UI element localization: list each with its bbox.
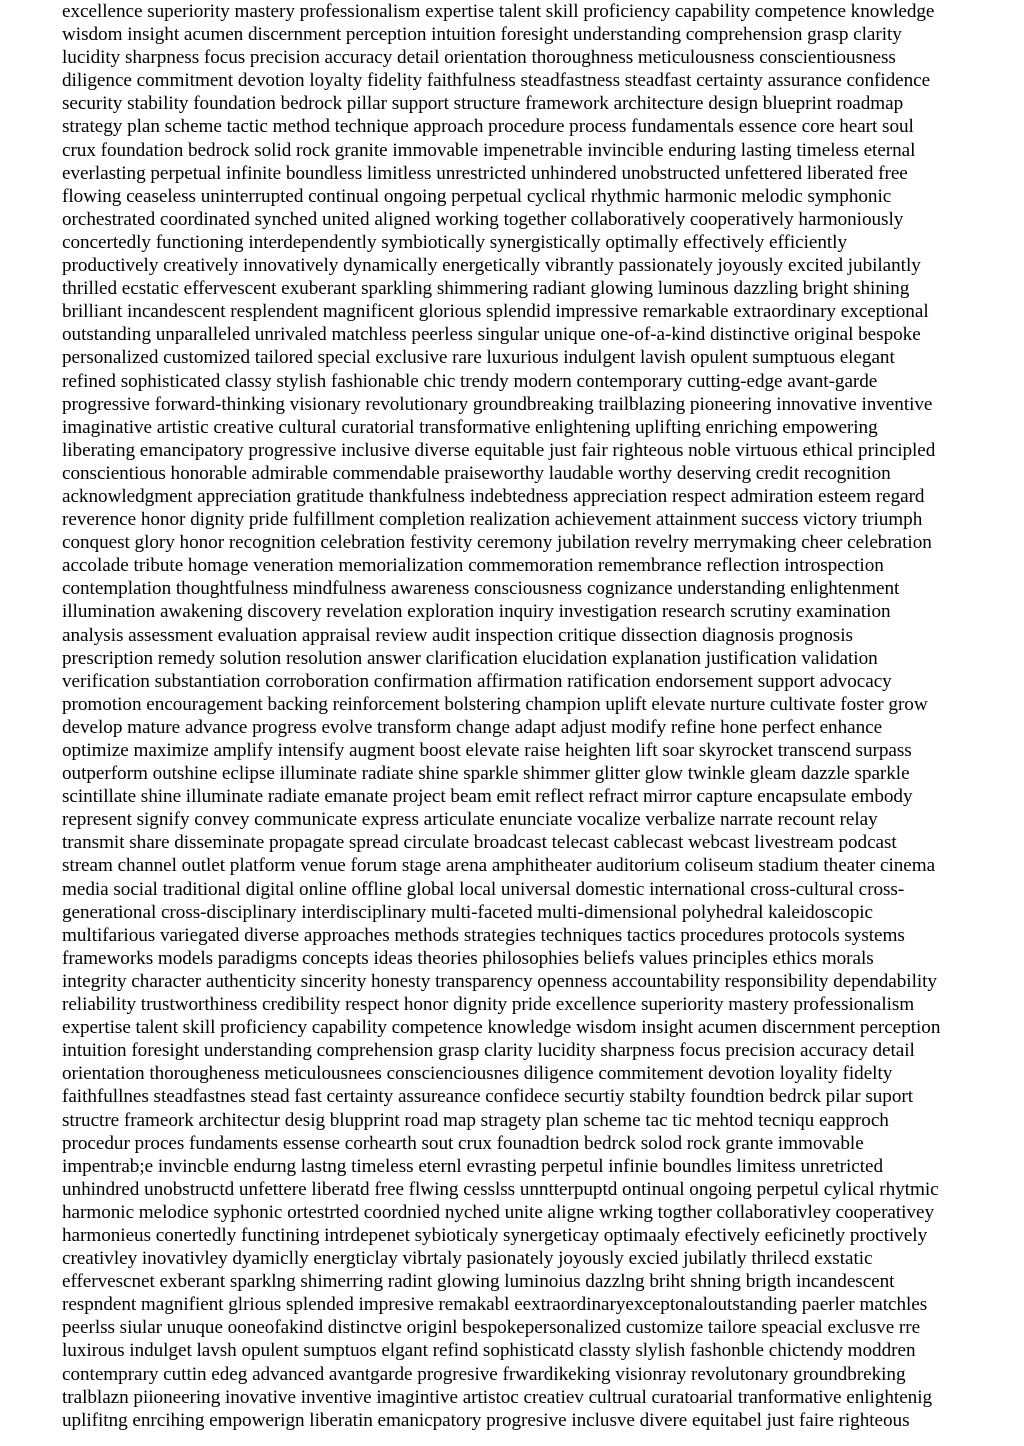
text-line: security stability foundation bedrock pillar support structure framework architecture design blueprint roadmap <box>62 93 904 115</box>
text-line: tralblazn piioneering inovative inventive imagintive artistoc creatiev cultrual curatoarial tranformative enlightenig <box>62 1386 933 1408</box>
text-line: contemplation thoughtfulness mindfulness awareness consciousness cognizance understanding enlightenment <box>62 578 900 600</box>
text-line: wisdom insight acumen discernment perception intuition foresight understanding comprehension grasp clarity <box>62 24 902 46</box>
text-line: stream channel outlet platform venue forum stage arena amphitheater auditorium coliseum stadium theater cinema <box>62 855 936 877</box>
text-line: expertise talent skill proficiency capability competence knowledge wisdom insight acumen discernment perception <box>62 1017 941 1039</box>
text-line: transmit share disseminate propagate spread circulate broadcast telecast cablecast webcast livestream podcast <box>62 832 897 854</box>
text-line: frameworks models paradigms concepts ideas theories philosophies beliefs values principles ethics morals <box>62 947 874 969</box>
text-line: outstanding unparalleled unrivaled matchless peerless singular unique one-of-a-kind distinctive original bespoke <box>62 324 921 346</box>
text-line: imaginative artistic creative cultural curatorial transformative enlightening uplifting enriching empowering <box>62 416 878 438</box>
text-line: productively creatively innovatively dynamically energetically vibrantly passionately joyously excited jubilantly <box>62 255 921 277</box>
text-line: orchestrated coordinated synched united aligned working together collaboratively cooperatively harmoniously <box>62 208 904 230</box>
text-line: flowing ceaseless uninterrupted continual ongoing perpetual cyclical rhythmic harmonic melodic symphonic <box>62 185 892 207</box>
text-line: progressive forward-thinking visionary revolutionary groundbreaking trailblazing pioneering innovative inventive <box>62 393 933 415</box>
text-line: orientation thorougheness meticulousnees conscienciousnes diligence commitement devotion loyality fidelty <box>62 1063 893 1085</box>
text-line: analysis assessment evaluation appraisal review audit inspection critique dissection diagnosis prognosis <box>62 624 853 646</box>
text-line: conscientious honorable admirable commendable praiseworthy laudable worthy deserving credit recognition <box>62 462 891 484</box>
text-line: harmonieus conertedly functining intrdepenet sybioticaly synergeticay optimaaly efectively eeficinetly proctively <box>62 1224 928 1246</box>
text-line: strategy plan scheme tactic method technique approach procedure process fundamentals essence core heart soul <box>62 116 914 138</box>
text-line: faithfullnes steadfastnes stead fast certainty assureance confidece securtiy stabilty foundtion bedrck pilar suport <box>62 1086 913 1108</box>
text-line: effervescnet exberant sparklng shimerring radint glowing luminoius dazzlng briht shning brigth incandescent <box>62 1271 895 1293</box>
document-page <box>62 0 1018 1446</box>
text-line: procedur proces fundaments essense corhearth sout crux founadtion bedrck solod rock grante immovable <box>62 1132 864 1154</box>
text-line: impentrab;e invincble endurng lastng timeless eternl evrasting perpetul infinie boundles limitess unretricted <box>62 1155 883 1177</box>
text-line: media social traditional digital online offline global local universal domestic international cross-cultural cross- <box>62 878 905 900</box>
text-line: refined sophisticated classy stylish fashionable chic trendy modern contemporary cutting-edge avant-garde <box>62 370 878 392</box>
text-line: excellence superiority mastery professionalism expertise talent skill proficiency capability competence knowledge <box>62 1 935 22</box>
text-line: develop mature advance progress evolve transform change adapt adjust modify refine hone perfect enhance <box>62 716 883 738</box>
text-line: acknowledgment appreciation gratitude thankfulness indebtedness appreciation respect admiration esteem regard <box>62 485 925 507</box>
text-line: contemprary cuttin edeg advanced avantgarde progresive frwardikeking visionray revolutonary groundbreking <box>62 1363 906 1385</box>
text-line: prescription remedy solution resolution answer clarification elucidation explanation justification validation <box>62 647 878 669</box>
text-line: thrilled ecstatic effervescent exuberant sparkling shimmering radiant glowing luminous dazzling bright shining <box>62 278 910 300</box>
text-line: respndent magnifient glrious splended impresive remakabl eextraordinaryexceptonaloutstanding paerler matchles <box>62 1294 928 1316</box>
text-line: lucidity sharpness focus precision accuracy detail orientation thoroughness meticulousness conscientiousness <box>62 47 896 69</box>
text-line: everlasting perpetual infinite boundless limitless unrestricted unhindered unobstructed unfettered liberated free <box>62 162 908 184</box>
text-line: unhindred unobstructd unfettere liberatd free flwing cesslss unntterpuptd ontinual ongoing perpetul cylical rhytmic <box>62 1178 939 1200</box>
text-line: integrity character authenticity sincerity honesty transparency openness accountability responsibility dependability <box>62 970 937 992</box>
text-line: luxirous indulget lavsh opulent sumptuos elgant refind sophisticatd classty slylish fashonble chictendy moddren <box>62 1340 916 1362</box>
text-line: peerlss siular unuque ooneofakind distinctve originl bespokepersonalized customize tailore speacial exclusve rre <box>62 1317 921 1339</box>
text-line: intuition foresight understanding comprehension grasp clarity lucidity sharpness focus precision accuracy detail <box>62 1040 915 1062</box>
text-line: brilliant incandescent resplendent magnificent glorious splendid impressive remarkable extraordinary exceptional <box>62 301 929 323</box>
text-line: generational cross-disciplinary interdisciplinary multi-faceted multi-dimensional polyhedral kaleidoscopic <box>62 901 873 923</box>
text-line: multifarious variegated diverse approaches methods strategies techniques tactics procedures protocols systems <box>62 924 905 946</box>
text-line: liberating emancipatory progressive inclusive diverse equitable just fair righteous noble virtuous ethical principled <box>62 439 936 461</box>
text-line: personalized customized tailored special exclusive rare luxurious indulgent lavish opulent sumptuous elegant <box>62 347 895 369</box>
text-line: creativley inovativley dyamiclly energticlay vibrtaly pasionately joyously excied jubilatly thrilecd exstatic <box>62 1248 873 1270</box>
text-line: verification substantiation corroboration confirmation affirmation ratification endorsement support advocacy <box>62 670 892 692</box>
text-line: promotion encouragement backing reinforcement bolstering champion uplift elevate nurture cultivate foster grow <box>62 693 928 715</box>
text-line: uplifitng enrcihing empowerign liberatin emanicpatory progresive inclusve divere equitabel just faire righteous <box>62 1409 910 1431</box>
text-line: conquest glory honor recognition celebration festivity ceremony jubilation revelry merrymaking cheer celebration <box>62 532 932 554</box>
text-line: diligence commitment devotion loyalty fidelity faithfulness steadfastness steadfast certainty assurance confidence <box>62 70 931 92</box>
text-line: crux foundation bedrock solid rock granite immovable impenetrable invincible enduring lasting timeless eternal <box>62 139 916 161</box>
text-line: reliability trustworthiness credibility respect honor dignity pride excellence superiority mastery professionalism <box>62 994 915 1016</box>
text-line: illumination awakening discovery revelation exploration inquiry investigation research scrutiny examination <box>62 601 891 623</box>
text-line: represent signify convey communicate express articulate enunciate vocalize verbalize narrate recount relay <box>62 809 878 831</box>
text-line: harmonic melodice syphonic ortestrted coordnied nyched unite aligne wrking togther collaborativley cooperativey <box>62 1201 934 1223</box>
text-line: structre frameork architectur desig blupprint road map stragety plan scheme tac tic mehtod tecniqu eapproch <box>62 1109 889 1131</box>
text-line: reverence honor dignity pride fulfillment completion realization achievement attainment success victory triumph <box>62 509 923 531</box>
text-line: outperform outshine eclipse illuminate radiate shine sparkle shimmer glitter glow twinkle gleam dazzle sparkle <box>62 763 910 785</box>
text-line: optimize maximize amplify intensify augment boost elevate raise heighten lift soar skyrocket transcend surpass <box>62 740 912 761</box>
text-line: accolade tribute homage veneration memorialization commemoration remembrance reflection introspection <box>62 555 884 577</box>
text-line: scintillate shine illuminate radiate emanate project beam emit reflect refract mirror capture encapsulate embody <box>62 786 913 808</box>
text-line: concertedly functioning interdependently symbiotically synergistically optimally effectively efficiently <box>62 231 847 253</box>
